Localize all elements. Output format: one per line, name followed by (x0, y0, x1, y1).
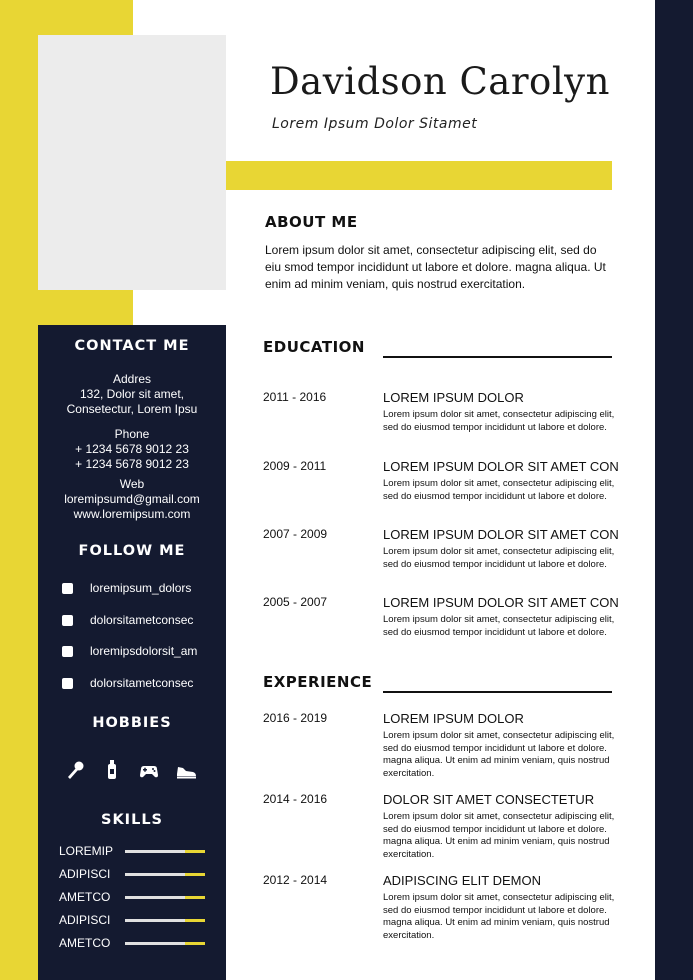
skill-label: LOREMIP (59, 844, 114, 858)
address-line-2: Consetectur, Lorem Ipsu (66, 402, 198, 416)
skill-bar (125, 942, 205, 945)
education-entry-text: Lorem ipsum dolor sit amet, consectetur adipiscing elit, sed do eiusmod tempor incididunt ut labore et dolore. (383, 614, 615, 638)
education-entry-title: LOREM IPSUM DOLOR SIT AMET CON (383, 595, 619, 610)
skill-bar (125, 873, 205, 876)
skill-bar (125, 896, 205, 899)
bottle-icon (101, 759, 123, 781)
web-label: Web (119, 477, 145, 491)
microphone-icon (64, 759, 86, 781)
follow-item[interactable] (62, 612, 193, 628)
education-entry-text: Lorem ipsum dolor sit amet, consectetur adipiscing elit, sed do eiusmod tempor incididunt ut labore et dolore. (383, 478, 615, 502)
follow-label: dolorsitametconsec (90, 613, 194, 627)
education-date: 2009 - 2011 (263, 459, 327, 473)
experience-entry-title: ADIPISCING ELIT DEMON (383, 873, 541, 888)
experience-entry-text: Lorem ipsum dolor sit amet, consectetur adipiscing elit, sed do eiusmod tempor incididunt ut labore et dolore. magna aliqua. Ut enim ad minim veniam, quis nostrud exercitation. (383, 811, 615, 860)
follow-item[interactable] (62, 675, 193, 691)
social-icon (62, 678, 73, 689)
education-entry-title: LOREM IPSUM DOLOR SIT AMET CON (383, 527, 619, 542)
experience-date: 2012 - 2014 (263, 873, 328, 887)
header-accent-bar (226, 161, 612, 190)
skill-bar (125, 919, 205, 922)
experience-entry-text: Lorem ipsum dolor sit amet, consectetur adipiscing elit, sed do eiusmod tempor incididunt ut labore et dolore. magna aliqua. Ut enim ad minim veniam, quis nostrud exercitation. (383, 730, 615, 779)
experience-entry-text: Lorem ipsum dolor sit amet, consectetur adipiscing elit, sed do eiusmod tempor incididunt ut labore et dolore. magna aliqua. Ut enim ad minim veniam, quis nostrud exercitation. (383, 892, 615, 941)
skill-label: AMETCO (59, 936, 111, 950)
skill-label: ADIPISCI (59, 867, 111, 881)
education-date: 2011 - 2016 (263, 390, 327, 404)
contact-title: CONTACT ME (74, 338, 190, 354)
skill-row (59, 890, 205, 904)
follow-label: loremipsdolorsit_am (90, 644, 198, 658)
address-line-1: 132, Dolor sit amet, (79, 387, 185, 401)
social-icon (62, 615, 73, 626)
education-entry-text: Lorem ipsum dolor sit amet, consectetur adipiscing elit, sed do eiusmod tempor incididunt ut labore et dolore. (383, 546, 615, 570)
skill-label: ADIPISCI (59, 913, 111, 927)
education-entry-text: Lorem ipsum dolor sit amet, consectetur adipiscing elit, sed do eiusmod tempor incididunt ut labore et dolore. (383, 409, 615, 433)
education-title: EDUCATION (263, 338, 365, 356)
photo-placeholder (38, 35, 226, 290)
address-label: Addres (112, 372, 152, 386)
experience-entry-title: DOLOR SIT AMET CONSECTETUR (383, 792, 595, 807)
skills-title: SKILLS (101, 812, 163, 828)
candidate-name: Davidson Carolyn (270, 60, 610, 103)
skill-row (59, 913, 205, 927)
navy-right-band (655, 0, 693, 980)
website[interactable]: www.loremipsum.com (73, 507, 191, 521)
sidebar (38, 325, 226, 980)
phone-2: + 1234 5678 9012 23 (75, 457, 189, 471)
phone-label: Phone (114, 427, 150, 441)
email[interactable]: loremipsumd@gmail.com (64, 492, 200, 506)
education-rule (383, 356, 612, 358)
candidate-subtitle: Lorem Ipsum Dolor Sitamet (272, 116, 478, 132)
education-date: 2007 - 2009 (263, 527, 328, 541)
skill-row (59, 844, 205, 858)
experience-date: 2014 - 2016 (263, 792, 328, 806)
follow-label: dolorsitametconsec (90, 676, 194, 690)
social-icon (62, 583, 73, 594)
social-icon (62, 646, 73, 657)
about-title: ABOUT ME (265, 213, 358, 231)
sneaker-icon (175, 759, 197, 781)
follow-item[interactable] (62, 580, 191, 596)
skill-fill (185, 873, 205, 876)
hobbies-title: HOBBIES (92, 715, 172, 731)
skill-bar (125, 850, 205, 853)
education-entry-title: LOREM IPSUM DOLOR (383, 390, 524, 405)
experience-date: 2016 - 2019 (263, 711, 328, 725)
follow-title: FOLLOW ME (78, 543, 186, 559)
experience-rule (383, 691, 612, 693)
follow-item[interactable] (62, 643, 197, 659)
skill-fill (185, 919, 205, 922)
about-text: Lorem ipsum dolor sit amet, consectetur adipiscing elit, sed do eiu smod tempor incididunt ut labore et dolore. magna aliqua. Ut enim ad minim veniam, quis nostrud exercitation. (265, 243, 606, 291)
skill-label: AMETCO (59, 890, 111, 904)
experience-entry-title: LOREM IPSUM DOLOR (383, 711, 524, 726)
skill-fill (185, 942, 205, 945)
skill-fill (185, 896, 205, 899)
education-date: 2005 - 2007 (263, 595, 328, 609)
skill-row (59, 936, 205, 950)
skill-fill (185, 850, 205, 853)
gamepad-icon (138, 759, 160, 781)
experience-title: EXPERIENCE (263, 673, 373, 691)
phone-1: + 1234 5678 9012 23 (75, 442, 189, 456)
skill-row (59, 867, 205, 881)
follow-label: loremipsum_dolors (90, 581, 192, 595)
education-entry-title: LOREM IPSUM DOLOR SIT AMET CON (383, 459, 619, 474)
